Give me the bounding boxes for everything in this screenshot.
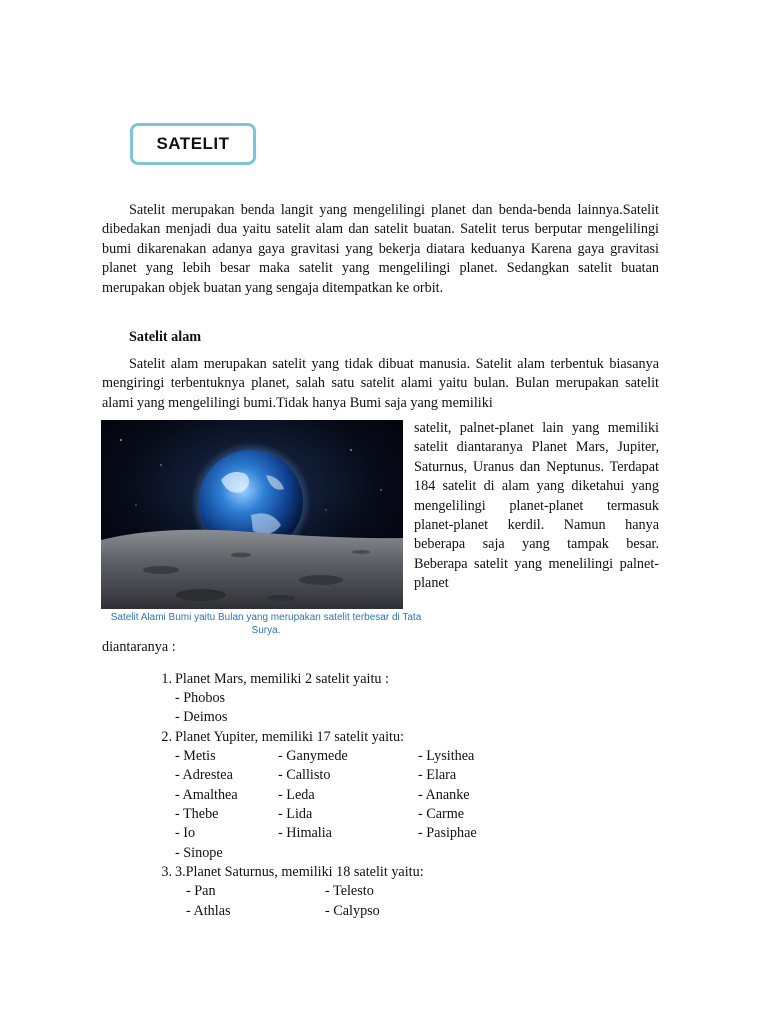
paragraph-tail: diantaranya : xyxy=(102,639,176,655)
jupiter-satellite: - Ananke xyxy=(418,787,470,803)
saturn-satellite: - Telesto xyxy=(325,883,374,899)
title-box xyxy=(130,123,256,165)
jupiter-satellite: - Io xyxy=(175,825,196,841)
jupiter-satellite: - Lida xyxy=(278,806,313,822)
list-number: 1. xyxy=(161,671,172,687)
mars-satellite: - Phobos xyxy=(175,690,226,706)
list-number: 3. xyxy=(161,864,172,880)
jupiter-satellite: - Callisto xyxy=(278,767,331,783)
saturn-satellite: - Athlas xyxy=(186,903,231,919)
jupiter-satellite: - Amalthea xyxy=(175,787,238,803)
jupiter-satellite: - Carme xyxy=(418,806,465,822)
jupiter-satellite: - Thebe xyxy=(175,806,219,822)
natural-satellite-paragraph-continued: satelit, palnet-planet lain yang memiliki satelit diantaranya Planet Mars, Jupiter, Saturnus, Uranus dan Neptunus. Terdapat 184 satelit di alam yang diketahui yang mengelilingi planet-planet termasuk planet-planet kerdil. Namun hanya beberapa saja yang tampak besar. Beberapa satelit yang menelilingi palnet-planet xyxy=(414,420,659,592)
jupiter-satellite: - Metis xyxy=(175,748,216,764)
jupiter-satellite: - Ganymede xyxy=(278,748,348,764)
photo-caption: Satelit Alami Bumi yaitu Bulan yang merupakan satelit terbesar di Tata Surya. xyxy=(110,612,422,636)
list-item-jupiter: Planet Yupiter, memiliki 17 satelit yaitu: xyxy=(175,729,405,745)
jupiter-satellite: - Himalia xyxy=(278,825,332,841)
mars-satellite: - Deimos xyxy=(175,709,228,725)
jupiter-satellite: - Leda xyxy=(278,787,315,803)
list-item-mars: Planet Mars, memiliki 2 satelit yaitu : xyxy=(175,671,389,687)
page-title: SATELIT xyxy=(156,134,230,153)
earth-from-moon-photo xyxy=(101,420,403,609)
jupiter-satellite: - Lysithea xyxy=(418,748,475,764)
saturn-satellite: - Calypso xyxy=(325,903,380,919)
jupiter-satellite: - Adrestea xyxy=(175,767,233,783)
list-number: 2. xyxy=(161,729,172,745)
list-item-saturn: 3.Planet Saturnus, memiliki 18 satelit yaitu: xyxy=(175,864,424,880)
intro-paragraph: Satelit merupakan benda langit yang mengelilingi planet dan benda-benda lainnya.Satelit dibedakan menjadi dua yaitu satelit alam dan satelit buatan. Satelit terus berputar mengelilingi bumi dikarenakan adanya gaya gravitasi yang bekerja diatara keduanya Karena gaya gravitasi planet yang lebih besar maka satelit yang mengelilingi planet. Sedangkan satelit buatan merupakan objek buatan yang sengaja ditempatkan ke orbit. xyxy=(102,202,659,296)
jupiter-satellite: - Pasiphae xyxy=(418,825,477,841)
saturn-satellite: - Pan xyxy=(186,883,216,899)
natural-satellite-paragraph: Satelit alam merupakan satelit yang tidak dibuat manusia. Satelit alam terbentuk biasanya mengiringi terbentuknya planet, salah satu satelit alami yaitu bulan. Bulan merupakan satelit alami yang mengelilingi bumi.Tidak hanya Bumi saja yang memiliki xyxy=(102,356,659,411)
jupiter-satellite: - Elara xyxy=(418,767,457,783)
jupiter-satellite: - Sinope xyxy=(175,845,223,861)
subheading-satelit-alam: Satelit alam xyxy=(129,329,202,345)
